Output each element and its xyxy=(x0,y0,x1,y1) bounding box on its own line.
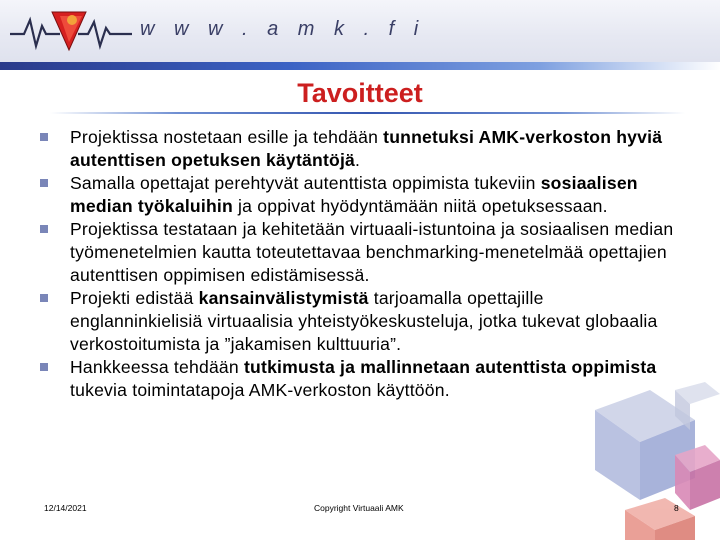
square-bullet-icon xyxy=(40,133,48,141)
bullet-text-bold: tutkimusta ja mallinnetaan autenttista oppimista xyxy=(244,357,657,377)
bullet-item xyxy=(40,172,680,218)
bullet-item xyxy=(40,126,680,172)
bullet-text-bold: sosiaalisen median työkaluihin xyxy=(70,173,638,216)
header-rule xyxy=(0,62,720,70)
title-underline xyxy=(50,112,685,114)
bullet-text: Samalla opettajat perehtyvät autenttista oppimista tukeviin xyxy=(70,173,541,193)
bullet-text-bold: kansainvälistymistä xyxy=(198,288,369,308)
bullet-item xyxy=(40,218,680,287)
bullet-text: ja oppivat hyödyntämään niitä opetuksessaan. xyxy=(232,196,608,216)
footer-page-number: 8 xyxy=(674,503,679,513)
decorative-cubes xyxy=(555,360,720,540)
square-bullet-icon xyxy=(40,363,48,371)
footer-date: 12/14/2021 xyxy=(44,503,87,513)
square-bullet-icon xyxy=(40,225,48,233)
bullet-text: Projekti edistää xyxy=(70,288,199,308)
footer-copyright: Copyright Virtuaali AMK xyxy=(314,503,404,513)
bullet-text: Hankkeessa tehdään xyxy=(70,357,244,377)
bullet-text: . xyxy=(355,150,361,170)
square-bullet-icon xyxy=(40,179,48,187)
amk-logo xyxy=(8,6,138,56)
bullet-item xyxy=(40,287,680,356)
slide-title: Tavoitteet xyxy=(297,78,423,108)
site-url: w w w . a m k . f i xyxy=(140,18,426,40)
bullet-text: Projektissa nostetaan esille ja tehdään xyxy=(70,127,384,147)
square-bullet-icon xyxy=(40,294,48,302)
bullet-text: Projektissa testataan ja kehitetään virtuaali-istuntoina ja sosiaalisen median työmenetelmien kautta toteutettavaa benchmarking-menetelmää opettajien autenttisen oppimisen edistämisessä. xyxy=(70,219,674,285)
bullet-text: tukevia toimintatapoja AMK-verkoston käyttöön. xyxy=(70,380,450,400)
bullet-text: tarjoamalla opettajille englanninkielisiä virtuaalisia yhteistyökeskusteluja, jotka tukevat globaalia verkostoitumista ja ”jakamisen kulttuuria”. xyxy=(70,288,658,354)
bullet-text-bold: tunnetuksi AMK-verkoston hyviä autenttisen opetuksen käytäntöjä xyxy=(70,127,663,170)
